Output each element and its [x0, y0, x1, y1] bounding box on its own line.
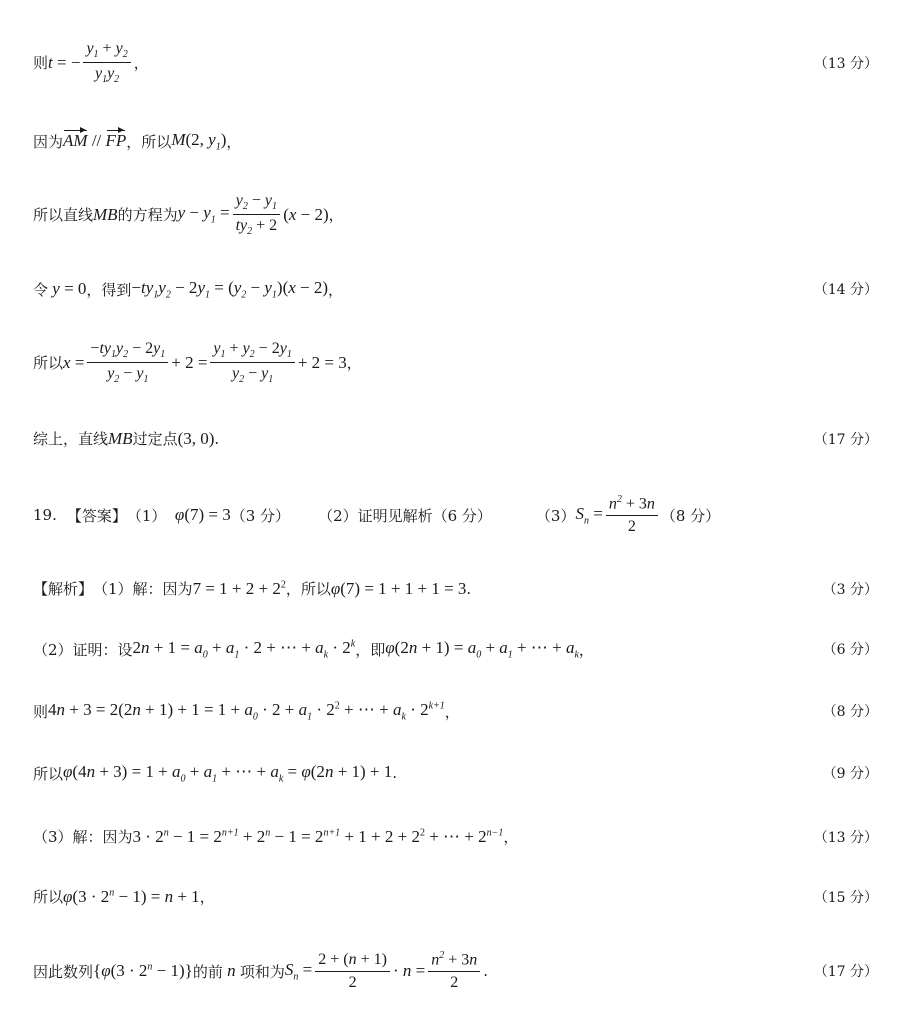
line-1-suffix: ， [133, 54, 149, 73]
vector-parallel-expression: AM // FP [63, 131, 127, 151]
line-13 [33, 886, 878, 907]
line-14-connector-2: 项和为 [239, 962, 285, 981]
line-3-connector: 的方程为 [117, 206, 178, 225]
line-12-prefix: （3）解：因为 [33, 828, 133, 846]
score-mark: （13 分） [813, 55, 878, 72]
line-2-connector: ，所以 [126, 132, 172, 151]
line-2 [33, 130, 878, 152]
fraction-x-1: $\frac{-ty_1y_2 - 2y_1}{y_2 - y_1}$ [87, 340, 168, 385]
line-5 [33, 340, 878, 385]
score-mark: （14 分） [813, 282, 878, 299]
line-14-connector: 的前 [192, 962, 223, 981]
phi-three-two-n-result: $\varphi(3 \cdot 2^n - 1) = n + 1$ [63, 886, 200, 906]
line-1-prefix: 则 [33, 54, 49, 73]
line-3 [33, 192, 878, 237]
line-4-prefix: 令 [33, 280, 49, 299]
plus-two: + 2 = [171, 352, 208, 372]
three-two-n-expansion: $3 \cdot 2^n - 1 = 2^{n+1} + 2^n - 1 = 2^{n+1} + 1 + 2 + 2^2$ + ⋯ + $2^{n-1}$ [132, 826, 504, 846]
phi-2n1-expression: $\varphi(2n + 1) = a_0 + a_1$ + ⋯ + $a_k$ [385, 638, 579, 661]
line-14 [33, 950, 878, 992]
line-5-suffix: ， [346, 354, 362, 373]
fraction-t: $\frac{y_1 + y_2}{y_1y_2}$ [83, 40, 130, 85]
line-9-connector: ，即 [355, 640, 386, 659]
fraction-sum: $\frac{2 + (n + 1)}{2}$ [315, 951, 390, 992]
fraction-x-2: $\frac{y_1 + y_2 - 2y_1}{y_2 - y_1}$ [210, 340, 294, 385]
point-m-expression: M(2, $y_1$) [171, 130, 227, 153]
fraction-final: $\frac{n^2 + 3n}{2}$ [428, 950, 480, 992]
seven-decomposition: $7 = 1 + 2 + 2^2$ [192, 578, 286, 598]
sn-sum-expression: $S_n$ = [284, 959, 313, 983]
line-12-suffix: ， [503, 828, 519, 846]
score-mark: （15 分） [813, 889, 878, 906]
n-variable: n [222, 961, 240, 981]
binary-expansion: $2n + 1 = a_0 + a_1 \cdot 2$ + ⋯ + $a_k \cdot 2^k$ [132, 638, 356, 661]
line-8-connector: ，所以 [285, 580, 331, 598]
line-1 [33, 40, 878, 85]
math-t-expression: t = − [48, 52, 81, 72]
fraction-slope: $\frac{y_2 - y_1}{ty_2 + 2}$ [233, 192, 281, 237]
score-mark: （6 分） [822, 642, 878, 659]
line-10-prefix: 则 [33, 702, 49, 721]
sn-expression: $S_n$ = [575, 503, 603, 527]
line-9-suffix: ， [578, 640, 594, 659]
x-equals: x = [63, 352, 85, 372]
analysis-tag: 【解析】 [33, 580, 94, 598]
line-8-prefix: （1）解：因为 [93, 580, 193, 598]
line-5-prefix: 所以 [33, 354, 64, 373]
phi-7-sum: φ(7) = 1 + 1 + 1 = 3 [330, 578, 467, 598]
line-6-connector: 过定点 [132, 430, 178, 448]
answer-tag: 【答案】 [66, 506, 127, 525]
line-11-prefix: 所以 [33, 764, 64, 783]
sequence-expression: $\{\varphi(3 \cdot 2^n - 1)\}$ [93, 961, 193, 981]
y-zero-expression: y = 0 [48, 279, 87, 299]
answer-part-1-score: （3 分） [230, 506, 291, 525]
answer-part-3-label: （3） [535, 506, 576, 525]
score-mark: （13 分） [813, 829, 878, 846]
line-13-prefix: 所以 [33, 888, 64, 906]
line-3-suffix: ， [328, 206, 344, 225]
answer-line [33, 494, 878, 536]
phi-4n3-result: $\varphi(4n + 3) = 1 + a_0 + a_1$ + ⋯ + $a_k = \varphi(2n + 1) + 1$ [63, 762, 393, 785]
score-mark: （8 分） [822, 704, 878, 721]
answer-part-1-label: （1） [126, 506, 167, 525]
line-11-suffix: . [392, 764, 398, 783]
line-10 [33, 700, 878, 722]
score-mark: （17 分） [813, 964, 878, 981]
line-11 [33, 762, 878, 784]
answer-part-2: （2）证明见解析（6 分） [318, 506, 492, 525]
fraction-sn: $\frac{n^2 + 3n}{2}$ [606, 494, 658, 536]
line-4 [33, 278, 878, 300]
question-number: 19. [33, 506, 57, 525]
times-n: · n = [392, 961, 426, 981]
line-13-suffix: ， [199, 888, 215, 906]
intercept-equation: $-ty_1y_2 - 2y_1 = (y_2 - y_1)(x - 2)$ [131, 278, 329, 301]
line-6-prefix: 综上，直线 [33, 430, 109, 448]
answer-part-3-score: （8 分） [660, 506, 721, 525]
line-10-suffix: ， [444, 702, 460, 721]
line-equation-lhs: $y - y_1$ = [177, 203, 230, 226]
score-mark: （3 分） [822, 581, 878, 598]
line-mb-label: MB [93, 204, 118, 224]
line-3-prefix: 所以直线 [33, 206, 94, 225]
line-4-connector: ，得到 [86, 280, 132, 299]
line-6-suffix: . [214, 429, 220, 448]
line-6 [33, 428, 878, 449]
line-4-suffix: ， [328, 280, 344, 299]
line-8-suffix: . [466, 579, 472, 598]
line-equation-rhs: (x − 2) [283, 204, 329, 224]
four-n-three-expansion: $4n + 3 = 2(2n + 1) + 1 = 1 + a_0 \cdot 2 + a_1 \cdot 2^2$ + ⋯ + $a_k \cdot 2^{k+1}$ [48, 700, 445, 723]
line-14-prefix: 因此数列 [33, 962, 94, 981]
line-mb-label: MB [108, 428, 133, 448]
phi-7-expression: φ(7) = 3 [166, 505, 231, 525]
score-mark: （9 分） [822, 766, 878, 783]
line-9-prefix: （2）证明：设 [33, 640, 133, 659]
fixed-point: (3, 0) [177, 428, 215, 448]
line-2-suffix: ， [226, 132, 242, 151]
score-mark: （17 分） [813, 431, 878, 448]
line-12 [33, 826, 878, 847]
line-2-prefix: 因为 [33, 132, 64, 151]
line-9 [33, 638, 878, 660]
x-result: + 2 = 3 [297, 352, 347, 372]
line-14-suffix: . [483, 962, 489, 981]
line-8 [33, 578, 878, 599]
